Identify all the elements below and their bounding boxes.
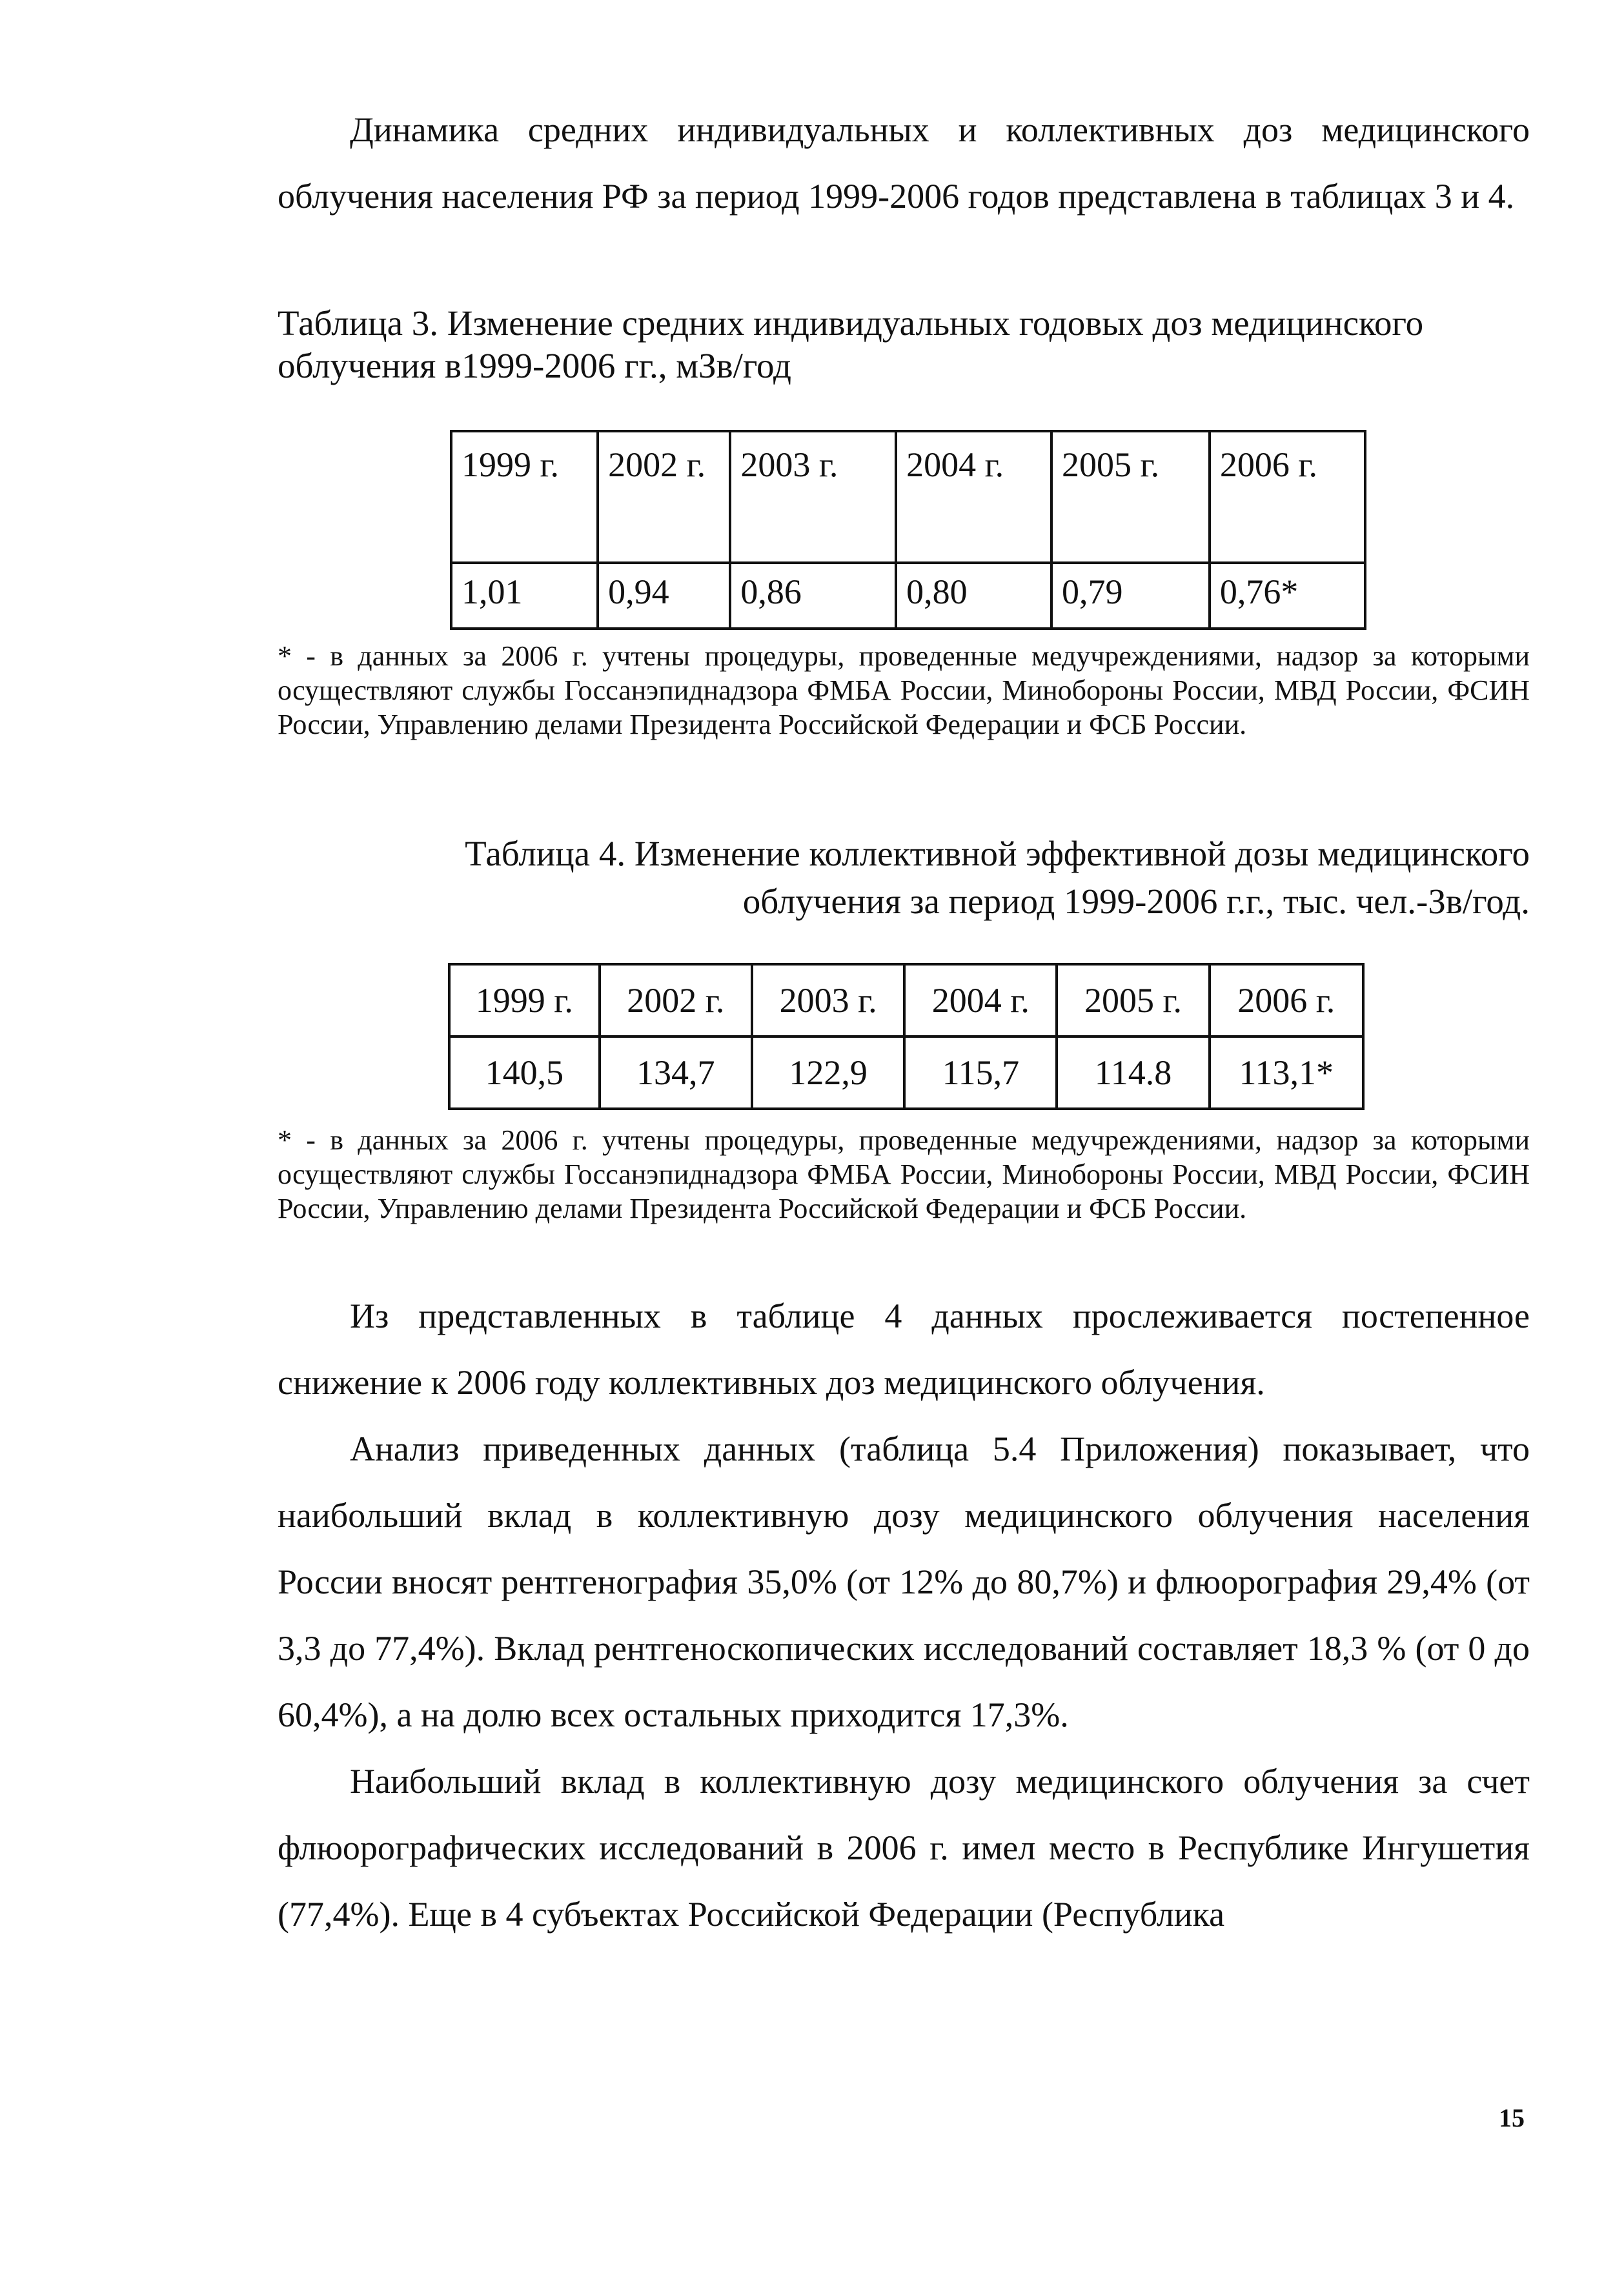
table3-caption: Таблица 3. Изменение средних индивидуальных годовых доз медицинского облучения в1999-2006 гг., мЗв/год <box>278 303 1424 385</box>
body-text <box>278 1283 1530 1948</box>
table4-value-cell: 122,9 <box>752 1036 904 1109</box>
table3-value-cell: 0,76* <box>1210 563 1365 629</box>
intro-section <box>278 97 1530 230</box>
table4-header-cell: 2004 г. <box>904 964 1057 1036</box>
body-paragraph: Наибольший вклад в коллективную дозу медицинского облучения за счет флюорографических исследований в 2006 г. имел место в Республике Ингушетия (77,4%). Еще в 4 субъектах Российской Федерации (Республика <box>278 1762 1530 1934</box>
table4-value-cell: 140,5 <box>449 1036 600 1109</box>
table4-caption-block <box>278 833 1530 923</box>
table3-footnote: * - в данных за 2006 г. учтены процедуры, проведенные медучреждениями, надзор за которыми осуществляют службы Госсанэпиднадзора ФМБА России, Минобороны России, МВД России, ФСИН России, Управлению делами Президента Российской Федерации и ФСБ России. <box>278 640 1530 740</box>
table3-header-cell: 2004 г. <box>896 431 1051 563</box>
table3-header-cell: 2003 г. <box>730 431 896 563</box>
table4-header-cell: 2006 г. <box>1210 964 1363 1036</box>
table4 <box>448 963 1365 1110</box>
table3-footnote-block <box>278 639 1530 742</box>
table4-footnote-block <box>278 1123 1530 1226</box>
table3-header-cell: 2002 г. <box>598 431 730 563</box>
table4-header-cell: 2003 г. <box>752 964 904 1036</box>
page-number: 15 <box>1499 2103 1525 2132</box>
table3-value-row <box>451 563 1365 629</box>
table4-value-cell: 114.8 <box>1057 1036 1209 1109</box>
table3-header-cell: 2005 г. <box>1051 431 1210 563</box>
table3-caption-block <box>278 302 1530 387</box>
table3-value-cell: 0,79 <box>1051 563 1210 629</box>
table4-footnote: * - в данных за 2006 г. учтены процедуры, проведенные медучреждениями, надзор за которыми осуществляют службы Госсанэпиднадзора ФМБА России, Минобороны России, МВД России, ФСИН России, Управлению делами Президента Российской Федерации и ФСБ России. <box>278 1124 1530 1224</box>
table3-value-cell: 0,80 <box>896 563 1051 629</box>
table3-value-cell: 0,86 <box>730 563 896 629</box>
body-paragraph: Анализ приведенных данных (таблица 5.4 Приложения) показывает, что наибольший вклад в коллективную дозу медицинского облучения населения России вносят рентгенография 35,0% (от 12% до 80,7%) и флюорография 29,4% (от 3,3 до 77,4%). Вклад рентгеноскопических исследований составляет 18,3 % (от 0 до 60,4%), а на долю всех остальных приходится 17,3%. <box>278 1430 1530 1734</box>
table3-value-cell: 1,01 <box>451 563 598 629</box>
table3-value-cell: 0,94 <box>598 563 730 629</box>
table4-caption-line2: облучения за период 1999-2006 г.г., тыс. чел.-Зв/год. <box>742 882 1530 921</box>
table4-header-cell: 2005 г. <box>1057 964 1209 1036</box>
body-paragraph: Из представленных в таблице 4 данных прослеживается постепенное снижение к 2006 году коллективных доз медицинского облучения. <box>278 1297 1530 1402</box>
table4-value-cell: 134,7 <box>600 1036 752 1109</box>
table4-caption-line1: Таблица 4. Изменение коллективной эффективной дозы медицинского <box>465 834 1530 873</box>
table4-header-cell: 2002 г. <box>600 964 752 1036</box>
table4-value-cell: 113,1* <box>1210 1036 1363 1109</box>
table4-header-row <box>449 964 1363 1036</box>
intro-paragraph: Динамика средних индивидуальных и коллективных доз медицинского облучения населения РФ за период 1999-2006 годов представлена в таблицах 3 и 4. <box>278 110 1530 216</box>
table3-header-cell: 2006 г. <box>1210 431 1365 563</box>
table4-value-cell: 115,7 <box>904 1036 1057 1109</box>
table3-header-row <box>451 431 1365 563</box>
table3-header-cell: 1999 г. <box>451 431 598 563</box>
table4-header-cell: 1999 г. <box>449 964 600 1036</box>
table4-value-row <box>449 1036 1363 1109</box>
table3 <box>450 430 1366 630</box>
